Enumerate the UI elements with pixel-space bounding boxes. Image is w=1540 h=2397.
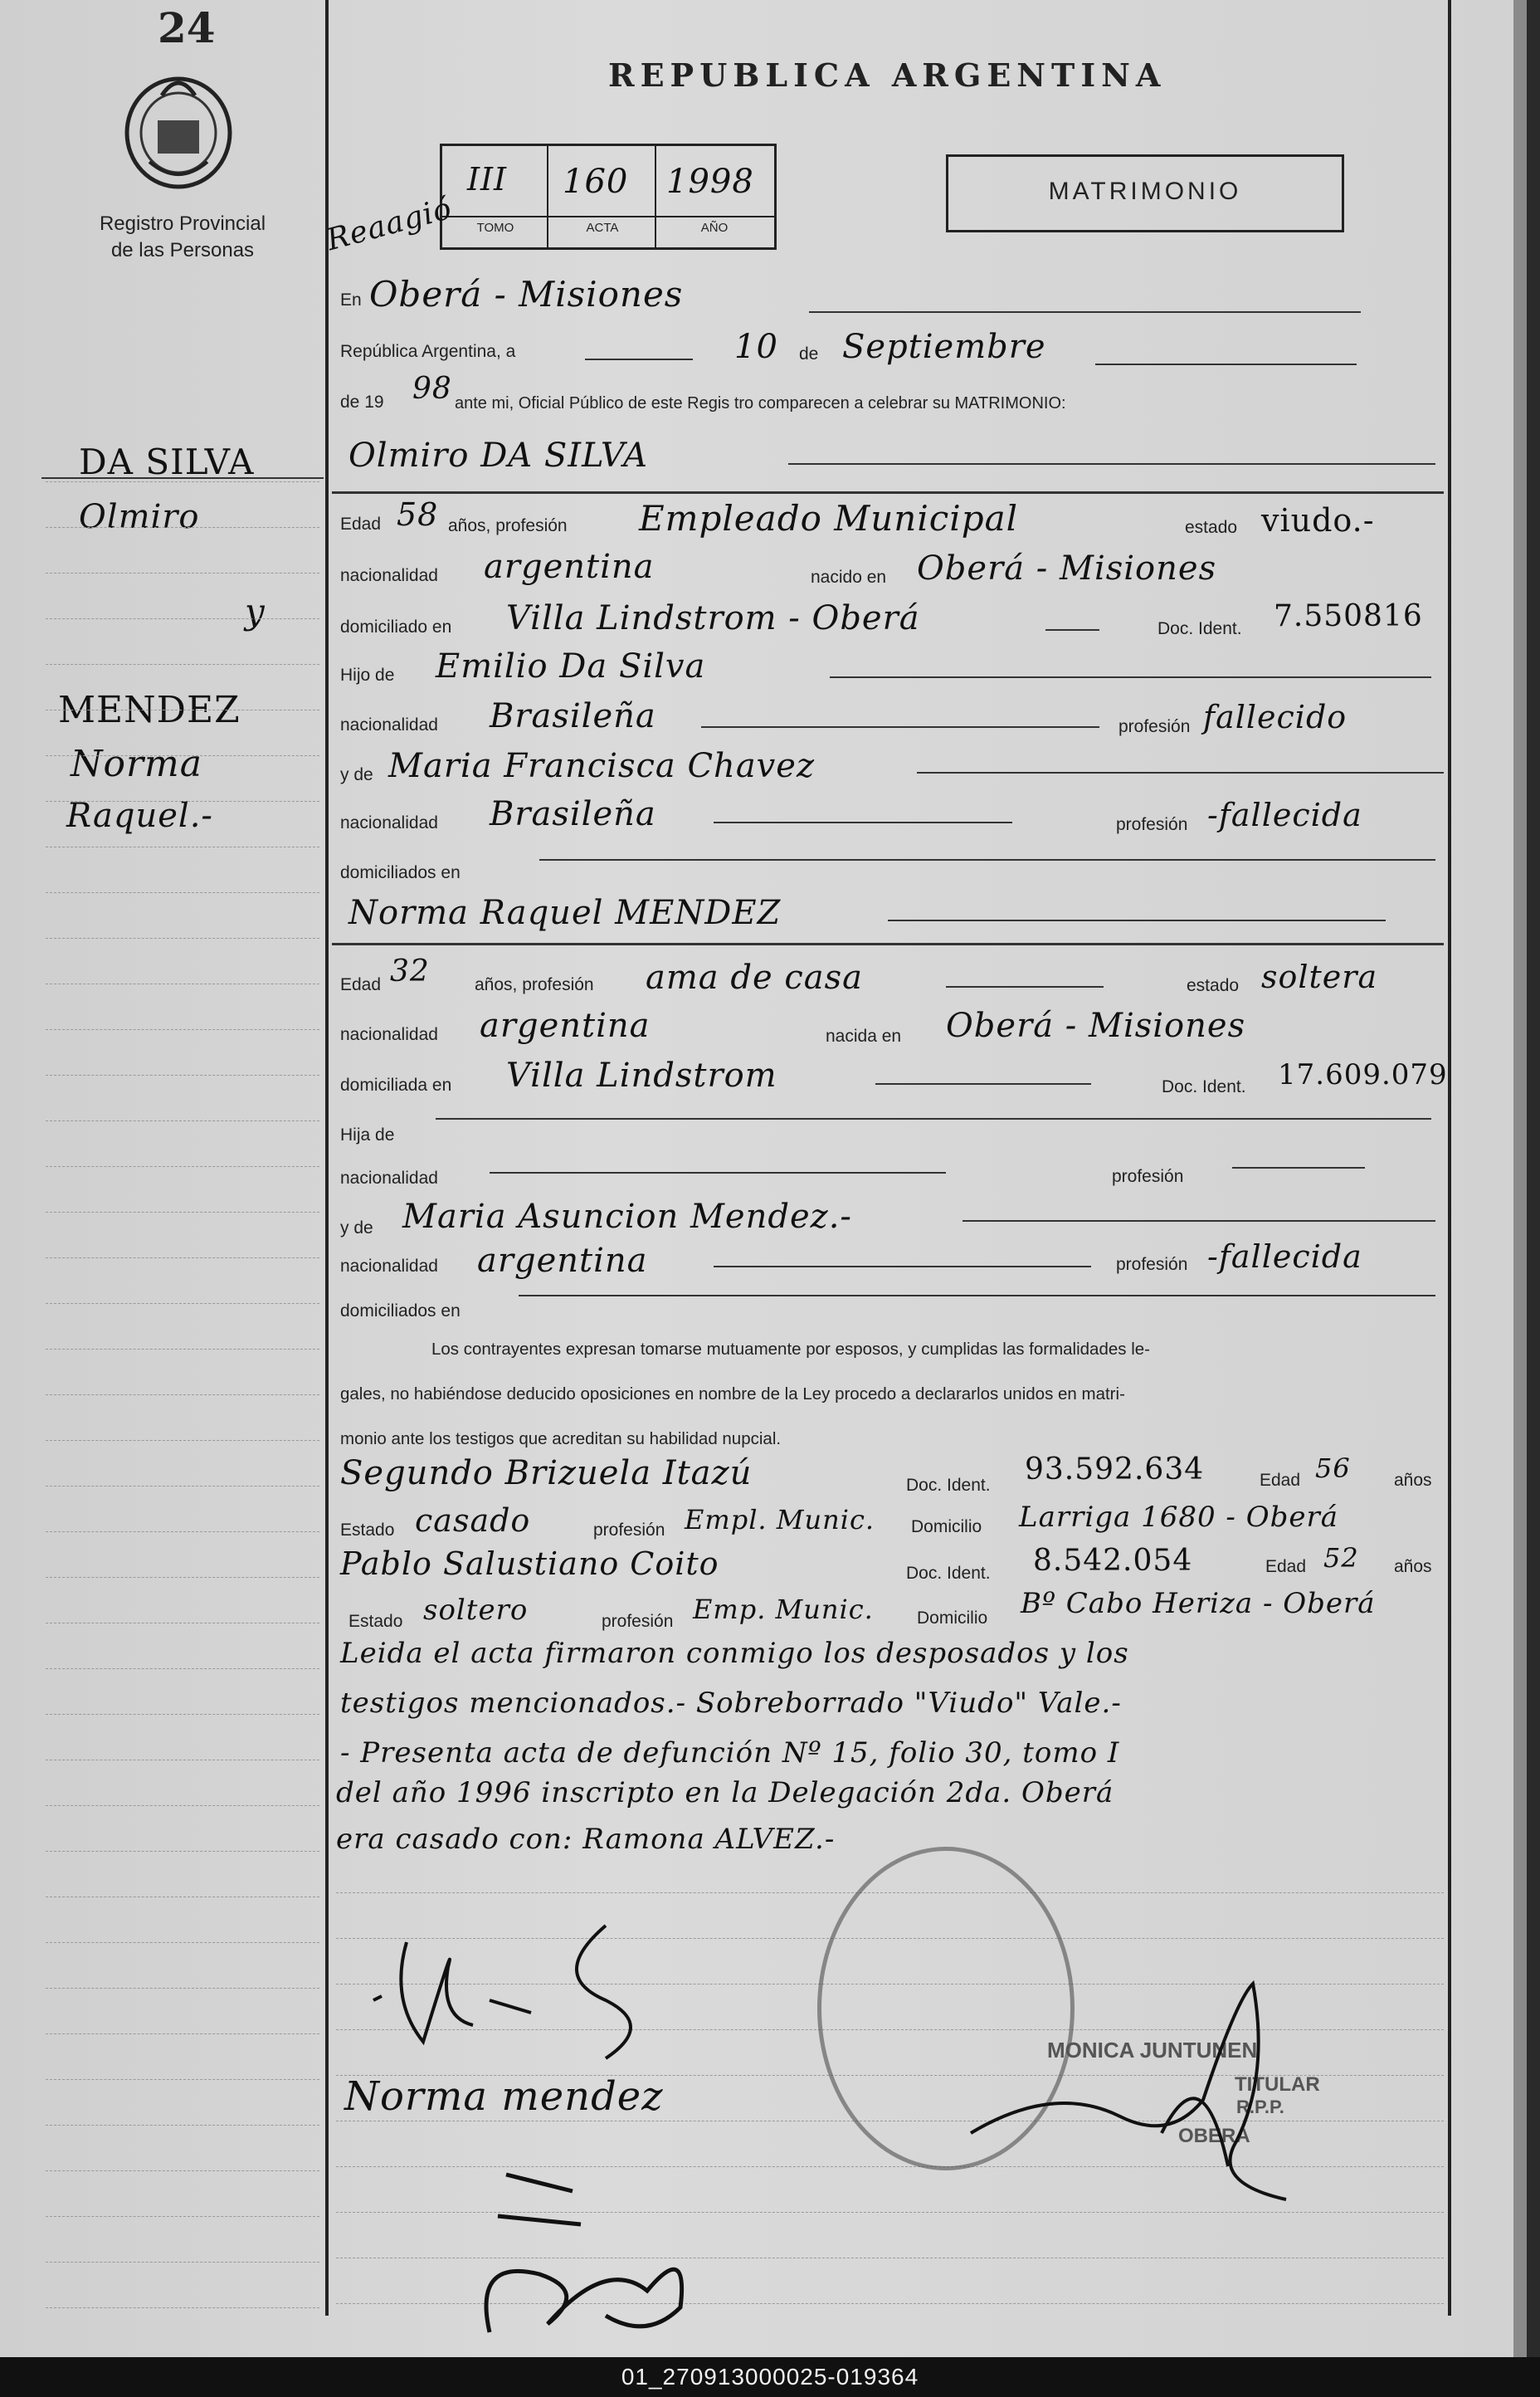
marriage-day: 10 <box>734 328 778 366</box>
groom-father-profession: fallecido <box>1203 699 1348 735</box>
margin-ruled-line <box>46 1120 319 1121</box>
margin-ruled-line <box>46 2033 319 2034</box>
ano-label: AÑO <box>700 221 729 235</box>
note-line-3: - Presenta acta de defunción Nº 15, folio 30, tomo I <box>340 1736 1120 1770</box>
witness-1-estado-label: Estado <box>340 1521 395 1540</box>
bride-father-prof-label: profesión <box>1112 1167 1184 1186</box>
groom-nacionalidad-label: nacionalidad <box>340 566 438 585</box>
year-suffix: 98 <box>412 372 452 406</box>
witness-2-domicilio: Bº Cabo Heriza - Oberá <box>1021 1587 1376 1620</box>
acta-value: 160 <box>563 163 629 201</box>
groom-birthplace: Oberá - Misiones <box>917 549 1217 588</box>
ano-value: 1998 <box>666 163 754 201</box>
declaration-line-2: gales, no habiéndose deducido oposiciones en nombre de la Ley procedo a declararlos unidos en matri- <box>340 1384 1125 1404</box>
registry-name-line2: de las Personas <box>110 239 255 261</box>
margin-groom-surname: DA SILVA <box>79 442 255 482</box>
groom-parents-dom-label: domiciliados en <box>340 863 461 882</box>
margin-ruled-line <box>46 1257 319 1258</box>
bride-birthplace: Oberá - Misiones <box>946 1007 1246 1045</box>
groom-nationality: argentina <box>484 548 655 586</box>
bride-y-de-label: y de <box>340 1218 373 1238</box>
margin-ruled-line <box>46 1531 319 1532</box>
witness-2-doc: 8.542.054 <box>1033 1544 1193 1578</box>
bride-parents-dom-label: domiciliados en <box>340 1301 461 1321</box>
margin-ruled-line <box>46 527 319 528</box>
witness-1-domicilio-label: Domicilio <box>911 1517 982 1536</box>
margin-ruled-line <box>46 1394 319 1395</box>
witness-1-edad-label: Edad <box>1260 1471 1301 1490</box>
groom-age: 58 <box>397 496 439 533</box>
margin-ruled-line <box>46 1577 319 1578</box>
margin-ruled-line <box>46 2216 319 2217</box>
groom-doc-number: 7.550816 <box>1274 599 1423 633</box>
groom-signature <box>357 1901 705 2083</box>
groom-nacido-label: nacido en <box>811 568 887 587</box>
groom-mother-nat-label: nacionalidad <box>340 813 438 832</box>
margin-bride-name-2: Raquel.- <box>66 797 213 835</box>
country-heading: REPUBLICA ARGENTINA <box>608 56 1167 94</box>
margin-ruled-line <box>46 618 319 619</box>
witness-2-profesion: Emp. Munic. <box>693 1594 874 1625</box>
record-side-note: Reaagió <box>323 191 456 258</box>
witness-2-estado: soltero <box>423 1594 529 1627</box>
witness-1-estado: casado <box>415 1502 531 1539</box>
margin-groom-name: Olmiro <box>79 498 200 536</box>
official-city: OBERA <box>1178 2125 1250 2147</box>
witness-signature <box>440 2158 722 2349</box>
groom-hijo-label: Hijo de <box>340 666 395 685</box>
margin-ruled-line <box>46 2262 319 2263</box>
declaration-line-1: Los contrayentes expresan tomarse mutuamente por esposos, y cumplidas las formalidades le- <box>431 1340 1150 1359</box>
margin-divider <box>325 0 329 2316</box>
note-line-2: testigos mencionados.- Sobreborrado "Viudo" Vale.- <box>340 1687 1122 1720</box>
witness-1-profesion: Empl. Munic. <box>685 1504 875 1535</box>
witness-1-anos-label: años <box>1394 1471 1432 1490</box>
bride-mother-nat-label: nacionalidad <box>340 1257 438 1276</box>
witness-2-estado-label: Estado <box>348 1612 403 1631</box>
groom-mother-profession: -fallecida <box>1207 797 1362 833</box>
witness-1-domicilio: Larriga 1680 - Oberá <box>1019 1501 1338 1534</box>
margin-bride-surname: MENDEZ <box>58 689 241 731</box>
certificate-type-box <box>946 154 1344 232</box>
margin-ruled-line <box>46 1212 319 1213</box>
bride-doc-number: 17.609.079 <box>1278 1058 1448 1091</box>
margin-ruled-line <box>46 573 319 574</box>
bride-address: Villa Lindstrom <box>506 1057 777 1095</box>
margin-ruled-line <box>46 2307 319 2308</box>
groom-father-nat-label: nacionalidad <box>340 715 438 735</box>
groom-estado-label: estado <box>1185 518 1238 537</box>
groom-father-nationality: Brasileña <box>490 697 656 735</box>
margin-ruled-line <box>46 2125 319 2126</box>
bride-nacionalidad-label: nacionalidad <box>340 1025 438 1044</box>
margin-ruled-line <box>46 2170 319 2171</box>
bride-marital-status: soltera <box>1261 959 1378 995</box>
bride-domiciliada-label: domiciliada en <box>340 1076 452 1095</box>
margin-ruled-line <box>46 1714 319 1715</box>
witness-1-doc: 93.592.634 <box>1025 1452 1205 1487</box>
record-number-box <box>440 144 777 250</box>
margin-ruled-line <box>46 1303 319 1304</box>
bride-profesion-label: años, profesión <box>475 975 594 994</box>
bride-edad-label: Edad <box>340 975 382 994</box>
official-name: MONICA JUNTUNEN <box>1047 2038 1258 2063</box>
margin-ruled-line <box>46 1440 319 1441</box>
witness-2-profesion-label: profesión <box>602 1612 674 1631</box>
margin-ruled-line <box>46 801 319 802</box>
witness-1-name: Segundo Brizuela Itazú <box>340 1454 753 1492</box>
margin-ruled-line <box>46 1805 319 1806</box>
note-line-1: Leida el acta firmaron conmigo los desposados y los <box>340 1637 1129 1670</box>
bride-mother-name: Maria Asuncion Mendez.- <box>402 1198 852 1236</box>
bride-signature: Norma mendez <box>344 2073 664 2120</box>
margin-ruled-line <box>46 664 319 665</box>
intro-text: ante mi, Oficial Público de este Regis tro comparecen a celebrar su MATRIMONIO: <box>455 394 1066 413</box>
bride-mother-prof-label: profesión <box>1116 1255 1188 1274</box>
witness-2-domicilio-label: Domicilio <box>917 1609 988 1628</box>
groom-edad-label: Edad <box>340 515 382 534</box>
note-line-4: del año 1996 inscripto en la Delegación 2da. Oberá <box>336 1776 1114 1809</box>
margin-ruled-line <box>46 1668 319 1669</box>
groom-mother-nationality: Brasileña <box>490 795 656 833</box>
margin-solid-line <box>41 477 324 479</box>
witness-1-doc-label: Doc. Ident. <box>906 1476 991 1495</box>
bride-full-name: Norma Raquel MENDEZ <box>348 894 782 932</box>
declaration-line-3: monio ante los testigos que acreditan su habilidad nupcial. <box>340 1429 782 1448</box>
bride-hija-label: Hija de <box>340 1125 395 1145</box>
tomo-value: III <box>467 161 508 198</box>
official-title: TITULAR <box>1235 2073 1320 2096</box>
witness-1-age: 56 <box>1315 1452 1351 1484</box>
margin-bride-name-1: Norma <box>71 743 202 785</box>
groom-profession: Empleado Municipal <box>639 498 1019 539</box>
groom-domiciliado-label: domiciliado en <box>340 618 452 637</box>
groom-father-prof-label: profesión <box>1118 717 1191 736</box>
margin-ruled-line <box>46 938 319 939</box>
witness-2-age: 52 <box>1323 1542 1359 1574</box>
groom-father-name: Emilio Da Silva <box>436 647 706 686</box>
page-number: 24 <box>158 3 216 52</box>
margin-ruled-line <box>46 1942 319 1943</box>
margin-ruled-line <box>46 1075 319 1076</box>
registry-name-line1: Registro Provincial <box>99 212 266 235</box>
margin-ruled-line <box>46 1988 319 1989</box>
margin-ruled-line <box>46 1851 319 1852</box>
acta-label: ACTA <box>586 221 619 235</box>
groom-y-de-label: y de <box>340 765 373 784</box>
marriage-place: Oberá - Misiones <box>369 274 684 315</box>
provincial-seal-icon <box>116 62 241 195</box>
margin-ruled-line <box>46 481 319 482</box>
bride-mother-nationality: argentina <box>477 1242 648 1280</box>
en-label: En <box>340 290 362 310</box>
groom-mother-name: Maria Francisca Chavez <box>388 747 816 785</box>
margin-ruled-line <box>46 892 319 893</box>
margin-ruled-line <box>46 1486 319 1487</box>
witness-2-doc-label: Doc. Ident. <box>906 1564 991 1583</box>
groom-full-name: Olmiro DA SILVA <box>348 437 648 475</box>
witness-1-profesion-label: profesión <box>593 1521 665 1540</box>
groom-doc-label: Doc. Ident. <box>1157 619 1242 638</box>
margin-conjunction: y <box>245 591 266 632</box>
margin-ruled-line <box>46 1349 319 1350</box>
tomo-label: TOMO <box>476 221 514 235</box>
margin-ruled-line <box>46 2079 319 2080</box>
groom-profesion-label: años, profesión <box>448 516 568 535</box>
bride-profession: ama de casa <box>646 959 863 997</box>
margin-ruled-line <box>46 1166 319 1167</box>
witness-2-anos-label: años <box>1394 1557 1432 1576</box>
year-prefix: de 19 <box>340 393 384 412</box>
official-signature <box>954 1950 1328 2216</box>
bride-father-nat-label: nacionalidad <box>340 1169 438 1188</box>
date-de-label: de <box>799 344 819 364</box>
margin-ruled-line <box>46 1029 319 1030</box>
republica-label: República Argentina, a <box>340 342 516 361</box>
footer-id: 01_270913000025-019364 <box>0 2357 1540 2397</box>
witness-2-edad-label: Edad <box>1265 1557 1307 1576</box>
certificate-type: MATRIMONIO <box>1048 178 1242 205</box>
groom-address: Villa Lindstrom - Oberá <box>506 599 920 637</box>
witness-2-name: Pablo Salustiano Coito <box>340 1545 719 1582</box>
right-border <box>1448 0 1451 2316</box>
bride-estado-label: estado <box>1187 976 1240 995</box>
groom-mother-prof-label: profesión <box>1116 815 1188 834</box>
bride-mother-profession: -fallecida <box>1207 1238 1362 1275</box>
marriage-month: Septiembre <box>842 328 1046 366</box>
bride-nacida-label: nacida en <box>826 1027 902 1046</box>
groom-marital-status: viudo.- <box>1261 502 1375 539</box>
note-line-5: era casado con: Ramona ALVEZ.- <box>336 1823 836 1856</box>
margin-ruled-line <box>46 755 319 756</box>
bride-nationality: argentina <box>480 1007 651 1045</box>
bride-age: 32 <box>390 954 430 989</box>
bride-doc-label: Doc. Ident. <box>1162 1077 1246 1096</box>
page-edge <box>1513 0 1527 2357</box>
official-office: R.P.P. <box>1236 2097 1284 2117</box>
